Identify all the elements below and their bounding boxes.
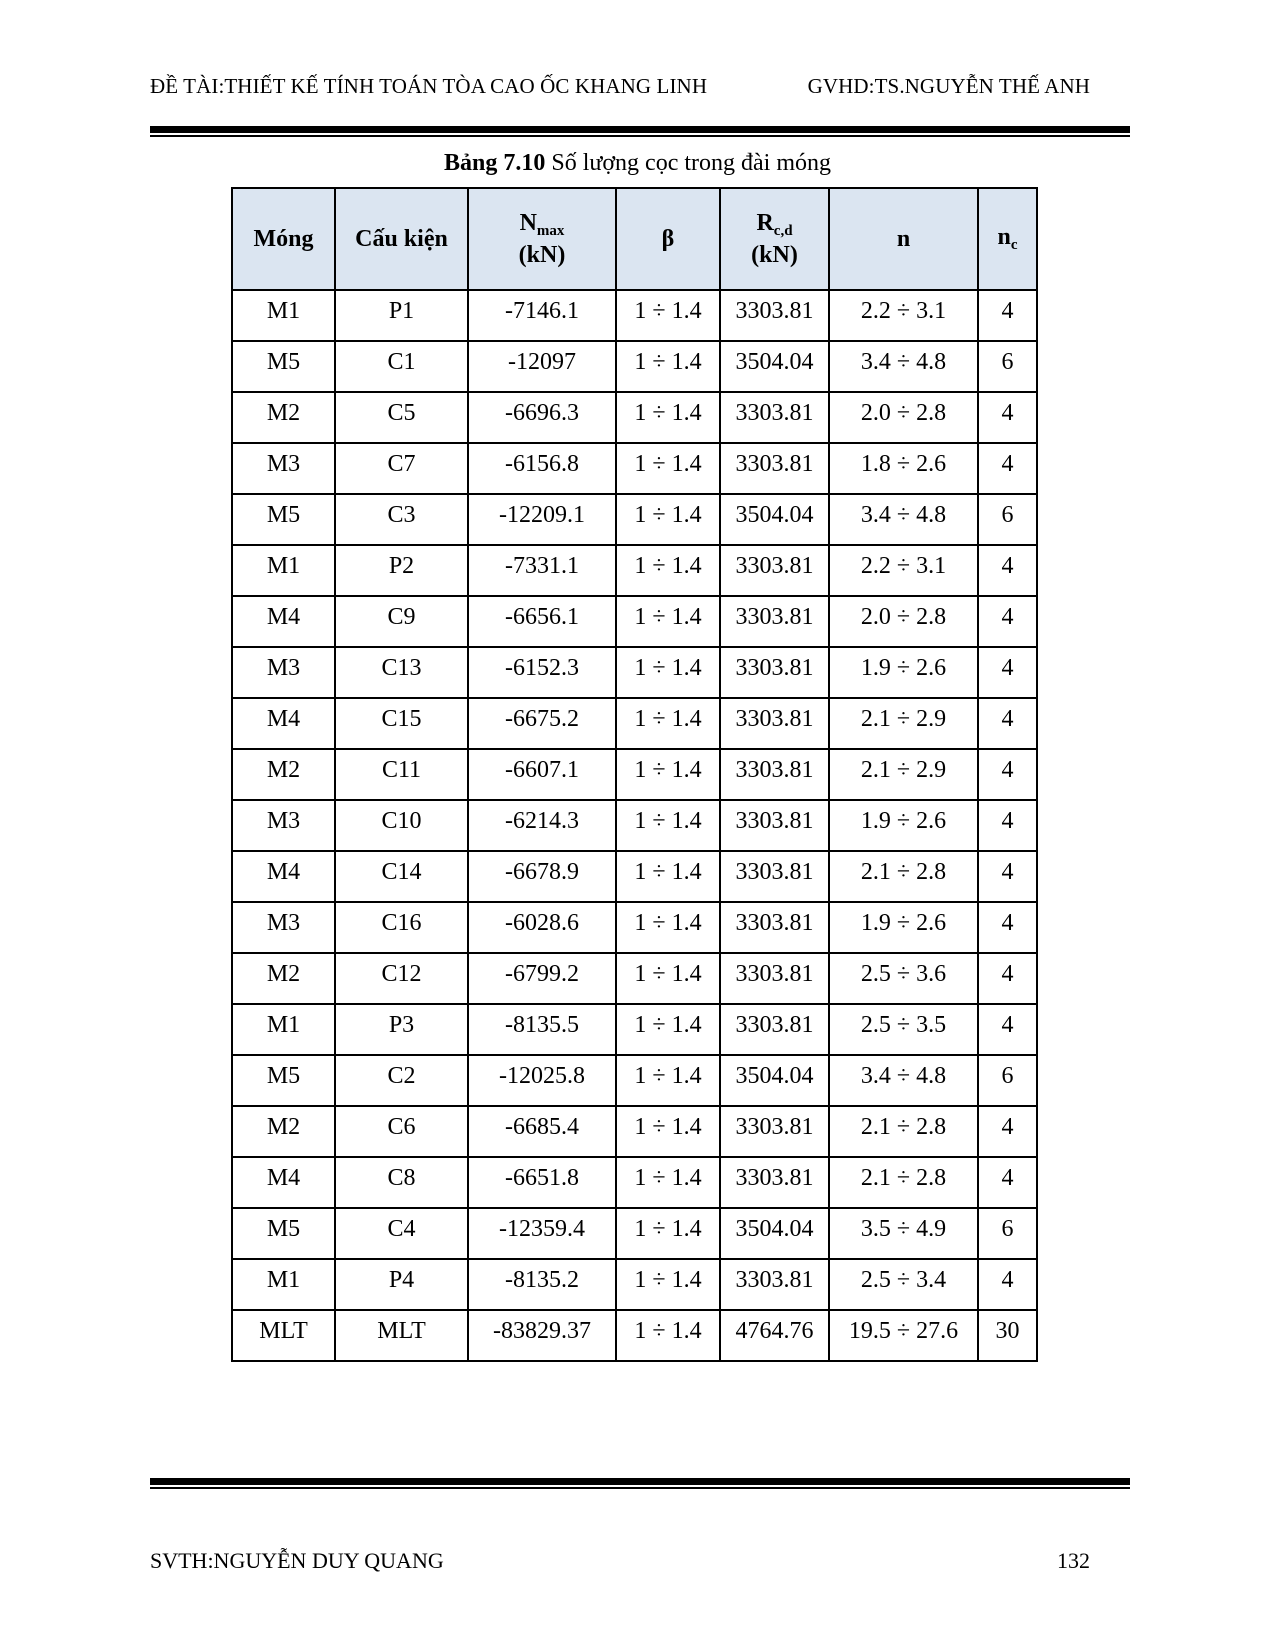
cell-cau-kien: P2 — [335, 545, 468, 596]
cell-nc: 4 — [978, 1157, 1037, 1208]
table-row — [232, 1055, 1037, 1106]
cell-mong: M3 — [232, 902, 335, 953]
cell-rcd: 3504.04 — [720, 1208, 829, 1259]
cell-mong: M3 — [232, 443, 335, 494]
header-advisor: GVHD:TS.NGUYỄN THẾ ANH — [807, 74, 1090, 98]
cell-nc: 4 — [978, 1004, 1037, 1055]
cell-n: 2.1 ÷ 2.9 — [829, 749, 978, 800]
page-footer — [150, 1548, 1090, 1574]
table-row — [232, 1310, 1037, 1361]
footer-rule — [150, 1478, 1130, 1489]
cell-beta: 1 ÷ 1.4 — [616, 1055, 720, 1106]
cell-nmax: -12025.8 — [468, 1055, 616, 1106]
cell-beta: 1 ÷ 1.4 — [616, 545, 720, 596]
cell-cau-kien: C4 — [335, 1208, 468, 1259]
cell-beta: 1 ÷ 1.4 — [616, 290, 720, 341]
cell-mong: M1 — [232, 1259, 335, 1310]
cell-n: 2.0 ÷ 2.8 — [829, 392, 978, 443]
cell-nmax: -12359.4 — [468, 1208, 616, 1259]
cell-rcd: 3303.81 — [720, 1106, 829, 1157]
cell-n: 3.4 ÷ 4.8 — [829, 494, 978, 545]
cell-mong: M1 — [232, 1004, 335, 1055]
caption-text: Số lượng cọc trong đài móng — [545, 150, 832, 176]
cell-nc: 4 — [978, 851, 1037, 902]
cell-cau-kien: C8 — [335, 1157, 468, 1208]
cell-rcd: 3303.81 — [720, 545, 829, 596]
cell-beta: 1 ÷ 1.4 — [616, 494, 720, 545]
table-row — [232, 545, 1037, 596]
cell-n: 2.5 ÷ 3.4 — [829, 1259, 978, 1310]
cell-mong: M5 — [232, 341, 335, 392]
table-row — [232, 1106, 1037, 1157]
cell-nmax: -8135.5 — [468, 1004, 616, 1055]
cell-n: 1.8 ÷ 2.6 — [829, 443, 978, 494]
table-caption — [0, 150, 1275, 177]
cell-beta: 1 ÷ 1.4 — [616, 1004, 720, 1055]
cell-beta: 1 ÷ 1.4 — [616, 749, 720, 800]
cell-rcd: 3303.81 — [720, 1004, 829, 1055]
cell-nc: 4 — [978, 749, 1037, 800]
cell-cau-kien: P4 — [335, 1259, 468, 1310]
cell-mong: M2 — [232, 392, 335, 443]
cell-cau-kien: C2 — [335, 1055, 468, 1106]
caption-label: Bảng 7.10 — [443, 150, 546, 176]
cell-mong: M5 — [232, 1208, 335, 1259]
cell-beta: 1 ÷ 1.4 — [616, 392, 720, 443]
cell-n: 2.0 ÷ 2.8 — [829, 596, 978, 647]
cell-mong: M2 — [232, 953, 335, 1004]
cell-beta: 1 ÷ 1.4 — [616, 1259, 720, 1310]
cell-rcd: 3504.04 — [720, 494, 829, 545]
cell-nc: 4 — [978, 800, 1037, 851]
cell-n: 3.4 ÷ 4.8 — [829, 1055, 978, 1106]
cell-nmax: -6152.3 — [468, 647, 616, 698]
cell-beta: 1 ÷ 1.4 — [616, 698, 720, 749]
cell-rcd: 3303.81 — [720, 953, 829, 1004]
cell-mong: M1 — [232, 290, 335, 341]
table-row — [232, 749, 1037, 800]
cell-nc: 4 — [978, 596, 1037, 647]
cell-cau-kien: C3 — [335, 494, 468, 545]
cell-rcd: 3303.81 — [720, 443, 829, 494]
cell-beta: 1 ÷ 1.4 — [616, 1157, 720, 1208]
cell-nc: 4 — [978, 698, 1037, 749]
cell-nc: 4 — [978, 1106, 1037, 1157]
cell-mong: M4 — [232, 1157, 335, 1208]
cell-nmax: -83829.37 — [468, 1310, 616, 1361]
cell-nc: 6 — [978, 1208, 1037, 1259]
cell-rcd: 3303.81 — [720, 1259, 829, 1310]
cell-cau-kien: C16 — [335, 902, 468, 953]
table-row — [232, 698, 1037, 749]
cell-cau-kien: C11 — [335, 749, 468, 800]
cell-mong: M4 — [232, 851, 335, 902]
cell-nmax: -7146.1 — [468, 290, 616, 341]
cell-nmax: -7331.1 — [468, 545, 616, 596]
cell-beta: 1 ÷ 1.4 — [616, 443, 720, 494]
cell-rcd: 3303.81 — [720, 698, 829, 749]
table-row — [232, 851, 1037, 902]
col-header-nc: $n_c$ — [978, 188, 1037, 290]
cell-n: 2.1 ÷ 2.9 — [829, 698, 978, 749]
cell-n: 2.5 ÷ 3.6 — [829, 953, 978, 1004]
cell-nc: 6 — [978, 341, 1037, 392]
cell-n: 2.2 ÷ 3.1 — [829, 545, 978, 596]
cell-nmax: -12097 — [468, 341, 616, 392]
cell-cau-kien: C12 — [335, 953, 468, 1004]
cell-beta: 1 ÷ 1.4 — [616, 647, 720, 698]
cell-mong: M3 — [232, 800, 335, 851]
page-header — [150, 74, 1090, 99]
cell-rcd: 3303.81 — [720, 596, 829, 647]
cell-rcd: 3303.81 — [720, 902, 829, 953]
cell-beta: 1 ÷ 1.4 — [616, 596, 720, 647]
col-header-rcd: $R_{c,d}$ (kN) — [720, 188, 829, 290]
cell-nmax: -6799.2 — [468, 953, 616, 1004]
table-row — [232, 902, 1037, 953]
cell-mong: M3 — [232, 647, 335, 698]
cell-nmax: -6214.3 — [468, 800, 616, 851]
cell-cau-kien: C9 — [335, 596, 468, 647]
cell-nmax: -6607.1 — [468, 749, 616, 800]
table-row — [232, 392, 1037, 443]
cell-n: 2.5 ÷ 3.5 — [829, 1004, 978, 1055]
cell-nmax: -6678.9 — [468, 851, 616, 902]
cell-rcd: 3504.04 — [720, 341, 829, 392]
cell-mong: M4 — [232, 596, 335, 647]
cell-beta: 1 ÷ 1.4 — [616, 902, 720, 953]
cell-n: 19.5 ÷ 27.6 — [829, 1310, 978, 1361]
cell-nc: 4 — [978, 902, 1037, 953]
cell-cau-kien: P1 — [335, 290, 468, 341]
cell-beta: 1 ÷ 1.4 — [616, 851, 720, 902]
cell-nmax: -8135.2 — [468, 1259, 616, 1310]
cell-beta: 1 ÷ 1.4 — [616, 800, 720, 851]
cell-nc: 4 — [978, 392, 1037, 443]
cell-n: 1.9 ÷ 2.6 — [829, 647, 978, 698]
cell-cau-kien: MLT — [335, 1310, 468, 1361]
cell-cau-kien: C1 — [335, 341, 468, 392]
cell-n: 2.1 ÷ 2.8 — [829, 1106, 978, 1157]
cell-mong: M2 — [232, 1106, 335, 1157]
cell-beta: 1 ÷ 1.4 — [616, 953, 720, 1004]
pile-count-table — [231, 187, 1038, 1362]
header-rule — [150, 126, 1130, 137]
cell-n: 2.1 ÷ 2.8 — [829, 1157, 978, 1208]
cell-rcd: 3303.81 — [720, 800, 829, 851]
cell-nc: 4 — [978, 545, 1037, 596]
col-header-beta: β — [616, 188, 720, 290]
cell-rcd: 3303.81 — [720, 749, 829, 800]
cell-mong: M5 — [232, 494, 335, 545]
cell-nmax: -12209.1 — [468, 494, 616, 545]
cell-beta: 1 ÷ 1.4 — [616, 1106, 720, 1157]
cell-nc: 4 — [978, 1259, 1037, 1310]
cell-nc: 30 — [978, 1310, 1037, 1361]
cell-beta: 1 ÷ 1.4 — [616, 1310, 720, 1361]
cell-mong: M2 — [232, 749, 335, 800]
cell-nc: 6 — [978, 494, 1037, 545]
cell-mong: M1 — [232, 545, 335, 596]
table-row — [232, 647, 1037, 698]
col-header-cau-kien: Cấu kiện — [335, 188, 468, 290]
cell-rcd: 4764.76 — [720, 1310, 829, 1361]
cell-nc: 4 — [978, 647, 1037, 698]
table-row — [232, 596, 1037, 647]
cell-n: 2.1 ÷ 2.8 — [829, 851, 978, 902]
cell-cau-kien: C13 — [335, 647, 468, 698]
table-row — [232, 1157, 1037, 1208]
cell-cau-kien: C6 — [335, 1106, 468, 1157]
cell-nmax: -6696.3 — [468, 392, 616, 443]
footer-author: SVTH:NGUYỄN DUY QUANG — [150, 1548, 444, 1573]
table-body — [232, 290, 1037, 1361]
cell-cau-kien: C5 — [335, 392, 468, 443]
cell-n: 1.9 ÷ 2.6 — [829, 902, 978, 953]
page-number: 132 — [1057, 1548, 1090, 1573]
cell-rcd: 3303.81 — [720, 290, 829, 341]
cell-nmax: -6651.8 — [468, 1157, 616, 1208]
cell-rcd: 3303.81 — [720, 1157, 829, 1208]
cell-rcd: 3504.04 — [720, 1055, 829, 1106]
cell-n: 3.5 ÷ 4.9 — [829, 1208, 978, 1259]
cell-nc: 4 — [978, 443, 1037, 494]
cell-beta: 1 ÷ 1.4 — [616, 1208, 720, 1259]
table-row — [232, 290, 1037, 341]
header-title: ĐỀ TÀI:THIẾT KẾ TÍNH TOÁN TÒA CAO ỐC KHANG LINH — [150, 74, 708, 98]
cell-beta: 1 ÷ 1.4 — [616, 341, 720, 392]
cell-mong: MLT — [232, 1310, 335, 1361]
col-header-nmax: $N_{max}$ (kN) — [468, 188, 616, 290]
cell-nc: 4 — [978, 290, 1037, 341]
cell-rcd: 3303.81 — [720, 392, 829, 443]
cell-rcd: 3303.81 — [720, 647, 829, 698]
cell-n: 2.2 ÷ 3.1 — [829, 290, 978, 341]
table-row — [232, 341, 1037, 392]
cell-rcd: 3303.81 — [720, 851, 829, 902]
cell-nmax: -6156.8 — [468, 443, 616, 494]
cell-cau-kien: C7 — [335, 443, 468, 494]
cell-nmax: -6675.2 — [468, 698, 616, 749]
table-header-row — [232, 188, 1037, 290]
table-row — [232, 443, 1037, 494]
cell-nmax: -6028.6 — [468, 902, 616, 953]
cell-mong: M5 — [232, 1055, 335, 1106]
cell-nmax: -6656.1 — [468, 596, 616, 647]
cell-n: 3.4 ÷ 4.8 — [829, 341, 978, 392]
table-row — [232, 1259, 1037, 1310]
cell-cau-kien: C10 — [335, 800, 468, 851]
cell-cau-kien: C15 — [335, 698, 468, 749]
table-row — [232, 494, 1037, 545]
table-row — [232, 1004, 1037, 1055]
cell-nc: 4 — [978, 953, 1037, 1004]
col-header-mong: Móng — [232, 188, 335, 290]
table-row — [232, 800, 1037, 851]
cell-nmax: -6685.4 — [468, 1106, 616, 1157]
cell-cau-kien: C14 — [335, 851, 468, 902]
cell-nc: 6 — [978, 1055, 1037, 1106]
table-row — [232, 1208, 1037, 1259]
col-header-n: n — [829, 188, 978, 290]
cell-mong: M4 — [232, 698, 335, 749]
cell-n: 1.9 ÷ 2.6 — [829, 800, 978, 851]
cell-cau-kien: P3 — [335, 1004, 468, 1055]
table-row — [232, 953, 1037, 1004]
